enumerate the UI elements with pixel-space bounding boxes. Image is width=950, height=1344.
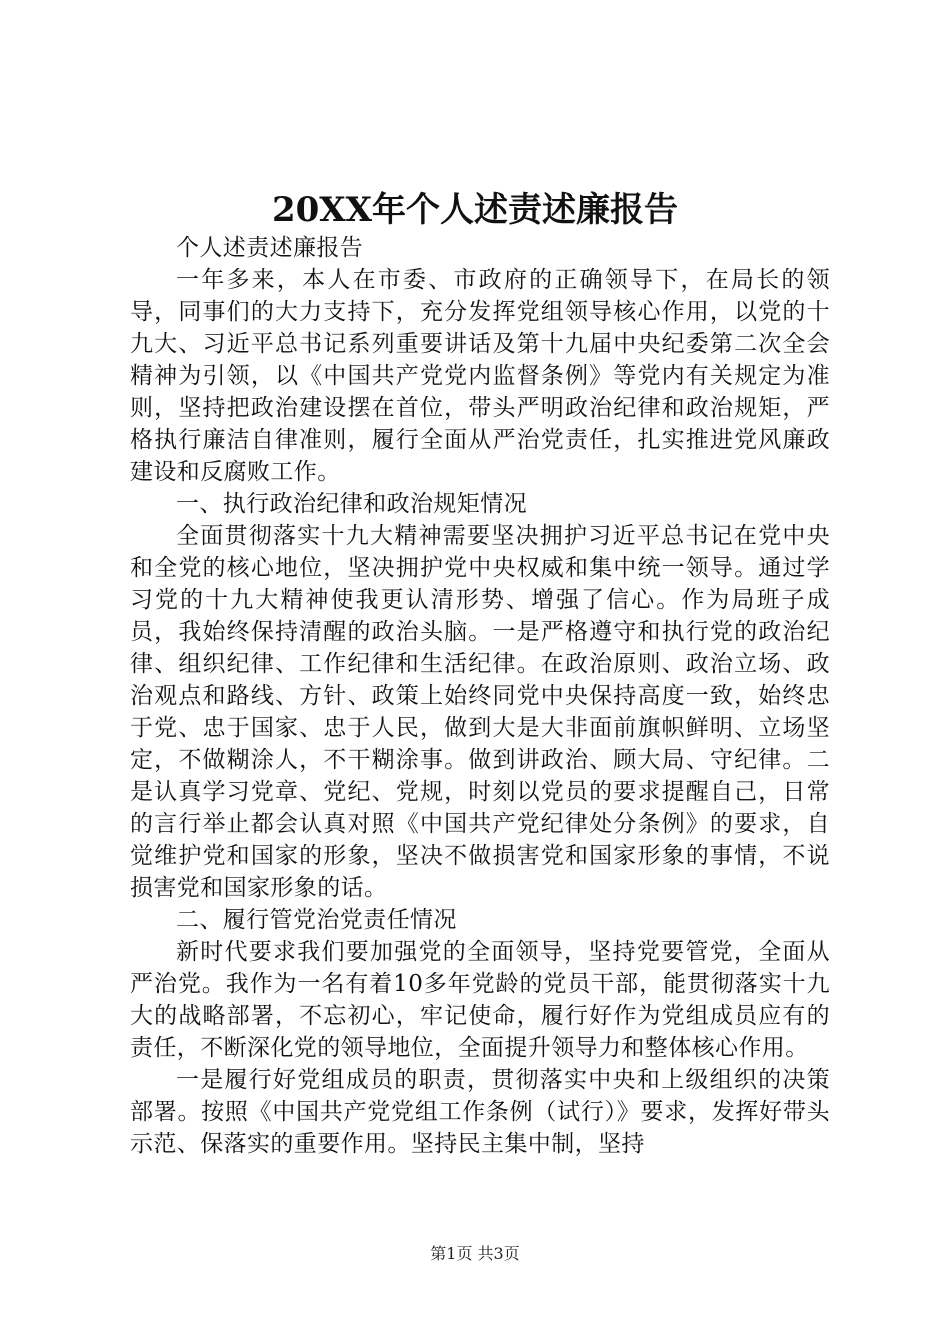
- section-heading-2: 二、履行管党治党责任情况: [176, 907, 457, 933]
- section-heading-1: 一、执行政治纪律和政治规矩情况: [176, 491, 527, 517]
- paragraph-section-2: 新时代要求我们要加强党的全面领导，坚持党要管党，全面从严治党。我作为一名有着10多年党龄的党员干部，能贯彻落实十九大的战略部署，不忘初心，牢记使命，履行好作为党组成员应有的责任，不断深化党的领导地位，全面提升领导力和整体核心作用。: [130, 939, 830, 1061]
- page-footer: 第1页 共3页: [430, 1244, 520, 1263]
- paragraph-section-1: 全面贯彻落实十九大精神需要坚决拥护习近平总书记在党中央和全党的核心地位，坚决拥护党中央权威和集中统一领导。通过学习党的十九大精神使我更认清形势、增强了信心。作为局班子成员，我始终保持清醒的政治头脑。一是严格遵守和执行党的政治纪律、组织纪律、工作纪律和生活纪律。在政治原则、政治立场、政治观点和路线、方针、政策上始终同党中央保持高度一致，始终忠于党、忠于国家、忠于人民，做到大是大非面前旗帜鲜明、立场坚定，不做糊涂人，不干糊涂事。做到讲政治、顾大局、守纪律。二是认真学习党章、党纪、党规，时刻以党员的要求提醒自己，日常的言行举止都会认真对照《中国共产党纪律处分条例》的要求，自觉维护党和国家的形象，坚决不做损害党和国家形象的事情，不说损害党和国家形象的话。: [130, 523, 830, 901]
- document-title: 20XX年个人述责述廉报告: [271, 190, 679, 230]
- paragraph-section-2-item-1: 一是履行好党组成员的职责，贯彻落实中央和上级组织的决策部署。按照《中国共产党党组工作条例（试行）》要求，发挥好带头示范、保落实的重要作用。坚持民主集中制，坚持: [130, 1067, 830, 1157]
- paragraph-subtitle: 个人述责述廉报告: [176, 235, 364, 261]
- document-body: [130, 232, 830, 1160]
- paragraph-intro: 一年多来，本人在市委、市政府的正确领导下，在局长的领导，同事们的大力支持下，充分发挥党组领导核心作用，以党的十九大、习近平总书记系列重要讲话及第十九届中央纪委第二次全会精神为引领，以《中国共产党党内监督条例》等党内有关规定为准则，坚持把政治建设摆在首位，带头严明政治纪律和政治规矩，严格执行廉洁自律准则，履行全面从严治党责任，扎实推进党风廉政建设和反腐败工作。: [130, 267, 830, 485]
